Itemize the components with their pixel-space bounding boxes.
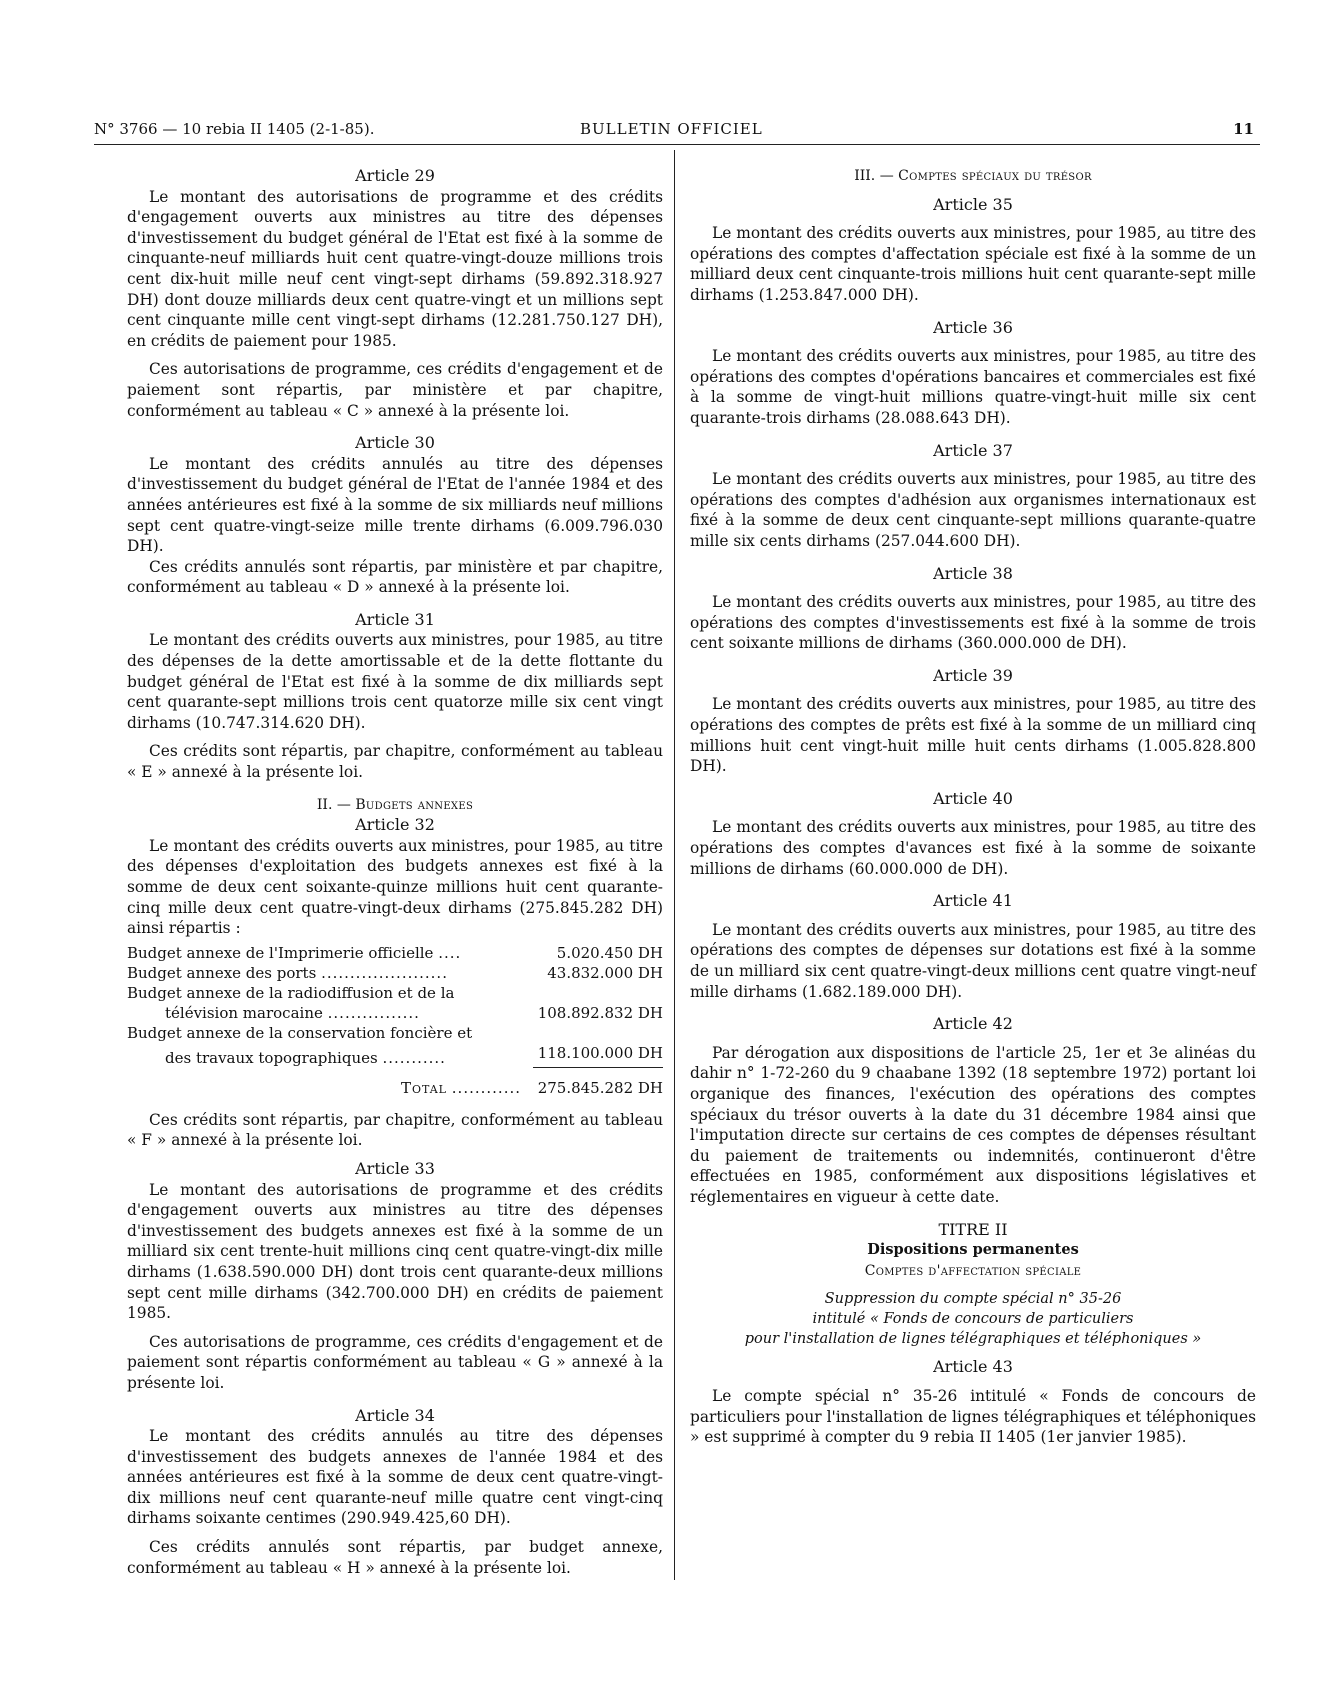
suppression-line-2: intitulé « Fonds de concours de particuliers <box>812 1311 1134 1328</box>
table-row-total <box>127 1068 663 1098</box>
total-label: Total ............ <box>400 1078 521 1097</box>
article-34-paragraph-2: Ces crédits annulés sont répartis, par budget annexe, conformément au tableau « H » annexé à la présente loi. <box>127 1538 663 1577</box>
article-40-title: Article 40 <box>933 788 1013 808</box>
article-36-paragraph-1: Le montant des crédits ouverts aux ministres, pour 1985, au titre des opérations des comptes d'opérations bancaires et commerciales est fixé à la somme de vingt-huit millions quatre-vingt-huit mille six cent quarante-trois dirhams (28.088.643 DH). <box>690 347 1256 427</box>
suppression-line-3: pour l'installation de lignes télégraphiques et téléphoniques » <box>744 1331 1202 1348</box>
article-37-title: Article 37 <box>933 440 1013 460</box>
article-31-paragraph-1: Le montant des crédits ouverts aux ministres, pour 1985, au titre des dépenses de la dette amortissable et de la dette flottante du budget général de l'Etat est fixé à la somme de dix milliards sept cent quarante-sept millions trois cent quatorze mille six cent vingt dirhams (10.747.314.620 DH). <box>127 631 663 732</box>
budget-annex-table <box>127 943 663 1098</box>
column-divider <box>674 150 675 1580</box>
article-42-title: Article 42 <box>933 1014 1013 1034</box>
journal-title: BULLETIN OFFICIEL <box>580 120 763 138</box>
suppression-line-1: Suppression du compte spécial n° 35-26 <box>824 1291 1122 1308</box>
article-32-paragraph-2: Ces crédits sont répartis, par chapitre, conformément au tableau « F » annexé à la présente loi. <box>127 1110 663 1150</box>
article-43-title: Article 43 <box>933 1357 1013 1377</box>
article-29-paragraph-2: Ces autorisations de programme, ces crédits d'engagement et de paiement sont répartis, par ministère et par chapitre, conformément au tableau « C » annexé à la présente loi. <box>127 360 663 420</box>
article-30-paragraph-2: Ces crédits annulés sont répartis, par ministère et par chapitre, conformément au tableau « D » annexé à la présente loi. <box>127 557 663 597</box>
article-30-title: Article 30 <box>355 433 435 453</box>
article-29-title: Article 29 <box>355 166 435 185</box>
article-31-paragraph-2: Ces crédits sont répartis, par chapitre, conformément au tableau « E » annexé à la présente loi. <box>127 742 663 782</box>
table-row <box>127 1043 663 1068</box>
article-43-paragraph-1: Le compte spécial n° 35-26 intitulé « Fonds de concours de particuliers pour l'installation de lignes télégraphiques et téléphoniques » est supprimé à compter du 9 rebia II 1405 (1er janvier 1985). <box>690 1386 1256 1447</box>
table-row <box>127 1023 663 1043</box>
article-38-title: Article 38 <box>933 563 1013 583</box>
section-3-heading <box>690 166 1256 187</box>
article-41-title: Article 41 <box>933 891 1013 911</box>
table-row <box>127 943 663 963</box>
article-31-title: Article 31 <box>355 609 435 629</box>
page-number: 11 <box>1233 120 1254 138</box>
article-34-paragraph-1: Le montant des crédits annulés au titre des dépenses d'investissement des budgets annexes de l'année 1984 et des années antérieures est fixé à la somme de deux cent quatre-vingt-dix millions neuf cent quarante-neuf mille quatre cent vingt-cinq dirhams soixante centimes (290.949.425,60 DH). <box>127 1427 663 1528</box>
article-33-title: Article 33 <box>355 1158 435 1178</box>
budget-label-cont: télévision marocaine ................ <box>165 1003 420 1022</box>
section-2-heading <box>127 795 663 816</box>
section-2-number: II. — <box>316 796 356 813</box>
article-35-paragraph-1: Le montant des crédits ouverts aux ministres, pour 1985, au titre des opérations des comptes d'affectation spéciale est fixé à la somme de un milliard deux cent cinquante-trois millions huit cent quarante-sept mille dirhams (1.253.847.000 DH). <box>690 224 1256 304</box>
table-row <box>127 983 663 1003</box>
article-35-title: Article 35 <box>933 194 1013 214</box>
issue-number: N° 3766 — 10 rebia II 1405 (2-1-85). <box>94 120 375 138</box>
article-32-title: Article 32 <box>355 815 435 835</box>
budget-label: Budget annexe de la radiodiffusion et de la <box>127 983 455 1002</box>
section-2-name: Budgets annexes <box>355 796 474 813</box>
article-33-paragraph-2: Ces autorisations de programme, ces crédits d'engagement et de paiement sont répartis conformément au tableau « G » annexé à la présente loi. <box>127 1332 663 1392</box>
article-30-paragraph-1: Le montant des crédits annulés au titre des dépenses d'investissement du budget général de l'Etat de l'année 1984 et des années antérieures est fixé à la somme de six milliards neuf millions sept cent quatre-vingt-seize mille trente dirhams (6.009.796.030 DH). <box>127 454 663 556</box>
table-row <box>127 963 663 983</box>
article-39-paragraph-1: Le montant des crédits ouverts aux ministres, pour 1985, au titre des opérations des comptes de prêts est fixé à la somme de un milliard cinq millions huit cent vingt-huit mille huit cents dirhams (1.005.828.800 DH). <box>690 695 1256 776</box>
budget-label: Budget annexe de l'Imprimerie officielle .... <box>127 943 462 962</box>
article-36-title: Article 36 <box>933 317 1013 337</box>
titre-2-heading: TITRE II <box>938 1219 1008 1239</box>
budget-value: 108.892.832 DH <box>537 1003 663 1022</box>
article-40-paragraph-1: Le montant des crédits ouverts aux ministres, pour 1985, au titre des opérations des comptes d'avances est fixé à la somme de soixante millions de dirhams (60.000.000 de DH). <box>690 818 1256 878</box>
article-34-title: Article 34 <box>355 1405 435 1425</box>
budget-label: Budget annexe de la conservation foncière et <box>127 1023 473 1042</box>
article-41-paragraph-1: Le montant des crédits ouverts aux ministres, pour 1985, au titre des opérations des comptes de dépenses sur dotations est fixé à la somme de un milliard six cent quatre-vingt-deux millions cent quatre vingt-neuf mille dirhams (1.682.189.000 DH). <box>690 920 1256 1001</box>
total-value: 275.845.282 DH <box>537 1078 663 1097</box>
section-3-number: III. — <box>854 168 899 184</box>
header-rule <box>94 144 1260 145</box>
article-33-paragraph-1: Le montant des autorisations de programme et des crédits d'engagement ouverts aux ministres au titre des dépenses d'investissement des budgets annexes est fixé à la somme de un milliard six cent trente-huit millions cinq cent quatre-vingt-dix mille dirhams (1.638.590.000 DH) dont trois cent quarante-deux millions sept cent mille dirhams (342.700.000 DH) en crédits de paiement 1985. <box>127 1180 663 1323</box>
left-column <box>127 166 663 1578</box>
article-37-paragraph-1: Le montant des crédits ouverts aux ministres, pour 1985, au titre des opérations des comptes d'adhésion aux organismes internationaux est fixé à la somme de deux cent cinquante-sept millions quarante-quatre mille six cents dirhams (257.044.600 DH). <box>690 470 1256 550</box>
table-row <box>127 1003 663 1023</box>
budget-value: 43.832.000 DH <box>547 963 663 982</box>
budget-label: Budget annexe des ports ...................... <box>127 963 448 982</box>
budget-value: 5.020.450 DH <box>556 943 663 962</box>
article-39-title: Article 39 <box>933 665 1013 685</box>
right-column <box>690 166 1256 1448</box>
article-32-paragraph-1: Le montant des crédits ouverts aux ministres, pour 1985, au titre des dépenses d'exploitation des budgets annexes est fixé à la somme de deux cent soixante-quinze millions huit cent quarante-cinq mille deux cent quatre-vingt-deux dirhams (275.845.282 DH) ainsi répartis : <box>127 836 663 938</box>
budget-label-cont: des travaux topographiques ........... <box>165 1048 446 1067</box>
article-29-paragraph-1: Le montant des autorisations de programme et des crédits d'engagement ouverts aux ministres au titre des dépenses d'investissement du budget général de l'Etat est fixé à la somme de cinquante-neuf milliards huit cent quatre-vingt-douze millions trois cent dix-huit mille neuf cent vingt-sept dirhams (59.892.318.927 DH) dont douze milliards deux cent quatre-vingt et un millions sept cent cinquante mille cent vingt-sept dirhams (12.281.750.127 DH), en crédits de paiement pour 1985. <box>127 187 663 350</box>
article-38-paragraph-1: Le montant des crédits ouverts aux ministres, pour 1985, au titre des opérations des comptes d'investissements est fixé à la somme de trois cent soixante millions de dirhams (360.000.000 de DH). <box>690 593 1256 653</box>
page-header <box>94 116 1254 142</box>
budget-value: 118.100.000 DH <box>533 1043 663 1068</box>
article-42-paragraph-1: Par dérogation aux dispositions de l'article 25, 1er et 3e alinéas du dahir n° 1-72-260 du 9 chaabane 1392 (18 septembre 1972) portant loi organique des finances, l'exécution des opérations des comptes spéciaux du trésor ouverts à la date du 31 décembre 1984 ainsi que l'imputation directe sur certains de ces comptes de dépenses résultant du paiement de traitements ou indemnités, continueront d'être effectuées en 1985, conformément aux dispositions législatives et réglementaires en vigueur à cette date. <box>690 1043 1256 1206</box>
section-3-name: Comptes spéciaux du trésor <box>898 168 1092 184</box>
comptes-affectation-heading: Comptes d'affectation spéciale <box>864 1262 1082 1279</box>
dispositions-heading: Dispositions permanentes <box>867 1241 1079 1259</box>
